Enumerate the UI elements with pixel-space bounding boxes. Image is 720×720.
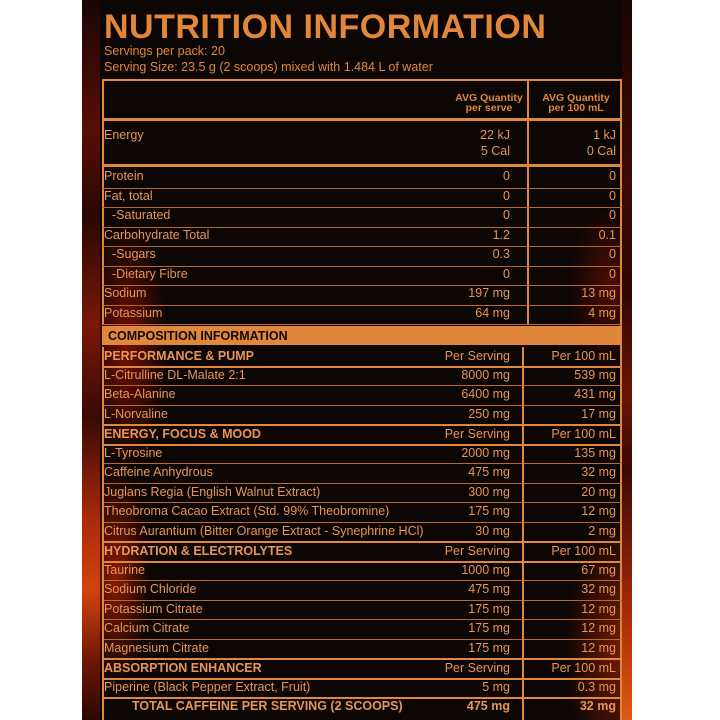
row-per-serving: 175 mg — [468, 601, 510, 616]
row-per-serving: 250 mg — [468, 406, 510, 421]
ingredient-row — [102, 582, 622, 600]
row-per-100ml: 0.1 — [598, 227, 616, 242]
row-rule — [102, 483, 622, 484]
row-per-100ml: 135 mg — [574, 445, 616, 460]
row-per-100ml: 2 mg — [588, 523, 616, 538]
row-label: Juglans Regia (English Walnut Extract) — [104, 484, 321, 499]
row-label: Piperine (Black Pepper Extract, Fruit) — [104, 679, 311, 694]
ingredient-row — [102, 504, 622, 522]
row-per-serving: 0.3 — [492, 247, 510, 261]
flame-border-left — [82, 0, 100, 720]
column-divider — [102, 347, 104, 720]
row-per-100ml: 0 — [609, 266, 616, 281]
row-label: Calcium Citrate — [104, 621, 190, 635]
ingredient-row — [102, 680, 622, 698]
row-per-100ml: 12 mg — [581, 601, 616, 616]
group-col-per-serving: Per Serving — [444, 427, 510, 441]
energy-per100-cal: 0 Cal — [586, 144, 616, 158]
row-rule — [102, 580, 622, 581]
ingredient-row — [102, 641, 622, 659]
composition-title: COMPOSITION INFORMATION — [108, 329, 288, 343]
row-label: Caffeine Anhydrous — [104, 465, 213, 479]
row-per-100ml: 17 mg — [581, 406, 616, 421]
nutrient-row — [102, 247, 622, 265]
group-col-per-serving: Per Serving — [444, 349, 510, 363]
row-rule — [102, 424, 622, 426]
nutrient-row — [102, 306, 622, 324]
row-label: Citrus Aurantium (Bitter Orange Extract - Synephrine HCl) — [104, 523, 424, 538]
nutrient-label: Energy — [104, 128, 144, 142]
row-label: -Sugars — [112, 247, 156, 261]
group-col-per-100ml: Per 100 mL — [551, 544, 616, 558]
row-per-100ml: 12 mg — [581, 621, 616, 635]
nutrient-row — [102, 286, 622, 304]
row-per-100ml: 539 mg — [574, 367, 616, 382]
group-header — [102, 544, 622, 562]
row-label: Potassium Citrate — [104, 601, 203, 616]
row-rule — [102, 522, 622, 523]
row-per-100ml: 13 mg — [581, 286, 616, 300]
row-per-serving: 475 mg — [468, 582, 510, 596]
nutrient-row — [102, 169, 622, 187]
total-label: TOTAL CAFFEINE PER SERVING (2 SCOOPS) — [132, 699, 403, 713]
row-per-100ml: 12 mg — [581, 640, 616, 655]
row-per-100ml: 431 mg — [574, 387, 616, 401]
group-header — [102, 349, 622, 367]
column-divider — [522, 347, 524, 720]
row-label: Protein — [104, 169, 144, 183]
row-label: L-Citrulline DL-Malate 2:1 — [104, 367, 246, 382]
row-label: -Saturated — [112, 208, 171, 222]
ingredient-row — [102, 465, 622, 483]
nutrition-panel — [82, 0, 632, 720]
servings-per-pack: Servings per pack: 20 — [104, 44, 225, 58]
row-rule — [102, 658, 622, 660]
row-label: Fat, total — [104, 188, 153, 203]
row-per-100ml: 0 — [609, 208, 616, 222]
nutrient-row — [102, 208, 622, 226]
row-rule — [102, 502, 622, 503]
col-head-per-100ml — [526, 93, 626, 113]
row-rule — [102, 385, 622, 386]
row-rule — [102, 324, 622, 325]
row-label: Magnesium Citrate — [104, 640, 209, 655]
row-label: L-Norvaline — [104, 406, 168, 421]
row-per-serving: 2000 mg — [461, 445, 510, 460]
ingredient-row — [102, 387, 622, 405]
row-per-100ml: 32 mg — [581, 465, 616, 479]
total-caffeine-row — [102, 699, 622, 717]
group-title: PERFORMANCE & PUMP — [104, 349, 255, 363]
row-label: Sodium Chloride — [104, 582, 197, 596]
row-label: Carbohydrate Total — [104, 227, 210, 242]
row-per-100ml: 0 — [609, 188, 616, 203]
row-rule — [102, 600, 622, 601]
row-per-100ml: 4 mg — [588, 305, 616, 320]
row-per-serving: 0 — [503, 169, 510, 183]
group-col-per-serving: Per Serving — [444, 544, 510, 558]
panel-title: NUTRITION INFORMATION — [104, 8, 547, 46]
ingredient-row — [102, 446, 622, 464]
row-label: Taurine — [104, 562, 145, 577]
group-header — [102, 427, 622, 445]
row-per-100ml: 32 mg — [581, 582, 616, 596]
total-per-100ml: 32 mg — [579, 699, 616, 713]
nutrient-row — [102, 267, 622, 285]
group-title: HYDRATION & ELECTROLYTES — [104, 544, 293, 558]
nutrient-row-energy — [102, 128, 622, 164]
row-per-serving: 0 — [503, 266, 510, 281]
energy-serve-kj: 22 kJ — [480, 128, 510, 142]
row-per-100ml: 0 — [609, 247, 616, 261]
rule-under-headers — [102, 118, 622, 121]
row-per-serving: 0 — [503, 188, 510, 203]
col-head-per-serve-line1: AVG Quantity — [455, 92, 523, 104]
row-per-serving: 6400 mg — [461, 387, 510, 401]
total-per-serving: 475 mg — [466, 699, 510, 713]
group-header — [102, 661, 622, 679]
ingredient-row — [102, 485, 622, 503]
row-rule — [102, 619, 622, 620]
serving-size: Serving Size: 23.5 g (2 scoops) mixed with 1.484 L of water — [104, 60, 433, 74]
row-per-serving: 1.2 — [492, 227, 510, 242]
col-head-per-serve-line2: per serve — [465, 102, 513, 114]
ingredient-row — [102, 407, 622, 425]
row-per-serving: 197 mg — [468, 286, 510, 300]
group-col-per-serving: Per Serving — [444, 661, 510, 675]
energy-per100-kj: 1 kJ — [593, 128, 616, 142]
row-label: Beta-Alanine — [104, 387, 176, 401]
row-per-100ml: 0.3 mg — [577, 679, 616, 694]
row-per-serving: 475 mg — [468, 465, 510, 479]
nutrient-row — [102, 228, 622, 246]
row-per-serving: 64 mg — [475, 305, 510, 320]
row-per-serving: 0 — [503, 208, 510, 222]
row-per-serving: 30 mg — [475, 523, 510, 538]
rule-after-energy — [102, 164, 622, 167]
ingredient-row — [102, 602, 622, 620]
rule-top — [102, 79, 622, 81]
row-label: Theobroma Cacao Extract (Std. 99% Theobromine) — [104, 504, 390, 518]
row-per-serving: 8000 mg — [461, 367, 510, 382]
row-rule — [102, 639, 622, 640]
row-per-100ml: 67 mg — [581, 562, 616, 577]
row-per-serving: 175 mg — [468, 504, 510, 518]
row-per-serving: 175 mg — [468, 621, 510, 635]
energy-serve-cal: 5 Cal — [480, 144, 510, 158]
row-per-100ml: 0 — [609, 169, 616, 183]
row-per-serving: 1000 mg — [461, 562, 510, 577]
nutrient-row — [102, 189, 622, 207]
col-head-per-100ml-line2: per 100 mL — [548, 102, 604, 114]
row-per-serving: 5 mg — [482, 679, 510, 694]
row-rule — [102, 541, 622, 543]
row-rule — [102, 463, 622, 464]
ingredient-row — [102, 621, 622, 639]
row-label: -Dietary Fibre — [112, 266, 188, 281]
row-per-100ml: 12 mg — [581, 504, 616, 518]
group-col-per-100ml: Per 100 mL — [551, 661, 616, 675]
ingredient-row — [102, 368, 622, 386]
ingredient-row — [102, 524, 622, 542]
group-title: ABSORPTION ENHANCER — [104, 661, 262, 675]
col-head-per-100ml-line1: AVG Quantity — [542, 92, 610, 104]
row-rule — [102, 405, 622, 406]
row-label: Sodium — [104, 286, 147, 300]
row-per-serving: 175 mg — [468, 640, 510, 655]
group-col-per-100ml: Per 100 mL — [551, 427, 616, 441]
group-col-per-100ml: Per 100 mL — [551, 349, 616, 363]
row-label: Potassium — [104, 305, 163, 320]
ingredient-row — [102, 563, 622, 581]
row-per-100ml: 20 mg — [581, 484, 616, 499]
group-title: ENERGY, FOCUS & MOOD — [104, 427, 261, 441]
composition-header — [102, 326, 622, 345]
row-label: L-Tyrosine — [104, 445, 163, 460]
row-per-serving: 300 mg — [468, 484, 510, 499]
